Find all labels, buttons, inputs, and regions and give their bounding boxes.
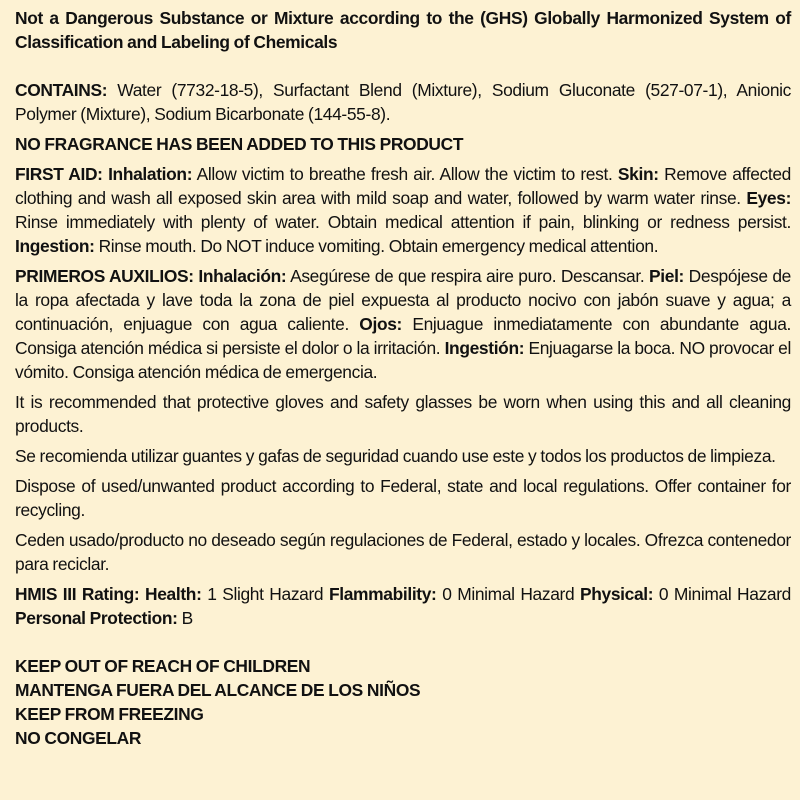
physical-label: Physical: <box>579 584 654 604</box>
warning-line: NO CONGELAR <box>15 728 142 748</box>
warning-line: MANTENGA FUERA DEL ALCANCE DE LOS NIÑOS <box>15 680 421 700</box>
ghs-notice: Not a Dangerous Substance or Mixture according to the (GHS) Globally Harmonized System of Classification and Labeling of Chemicals <box>15 8 791 52</box>
skin-label: Skin: <box>617 164 659 184</box>
disposal-english: Dispose of used/unwanted product according to Federal, state and local regulations. Offer container for recycling. <box>15 476 791 520</box>
health-value: 1 Slight Hazard <box>207 584 324 604</box>
warning-line: KEEP OUT OF REACH OF CHILDREN <box>15 656 311 676</box>
warning-line: KEEP FROM FREEZING <box>15 704 204 724</box>
piel-text: Despójese de la ropa afectada y lave toda la zona de piel expuesta al producto nocivo con jabón suave y agua; a continuación, enjuague con agua caliente. <box>15 266 791 334</box>
piel-label: Piel: <box>649 266 684 286</box>
first-aid-section <box>15 162 791 258</box>
ingestion-es-text: Enjuagarse la boca. NO provocar el vómito. Consiga atención médica de emergencia. <box>15 338 792 382</box>
protection-value: B <box>181 608 193 628</box>
inhalation-text: Allow victim to breathe fresh air. Allow the victim to rest. <box>196 164 613 184</box>
primeros-auxilios-section <box>15 264 791 384</box>
ppe-spanish: Se recomienda utilizar guantes y gafas de seguridad cuando use este y todos los productos de limpieza. <box>15 446 776 466</box>
contains-heading: CONTAINS: <box>15 80 108 100</box>
ingestion-text: Rinse mouth. Do NOT induce vomiting. Obtain emergency medical attention. <box>98 236 659 256</box>
ppe-english: It is recommended that protective gloves and safety glasses be worn when using this and all cleaning products. <box>15 392 791 436</box>
no-fragrance-notice: NO FRAGRANCE HAS BEEN ADDED TO THIS PRODUCT <box>15 134 464 154</box>
ojos-text: Enjuague inmediatamente con abundante agua. Consiga atención médica si persiste el dolor o la irritación. <box>15 314 792 358</box>
inhalacion-text: Asegúrese de que respira aire puro. Descansar. <box>290 266 645 286</box>
hmis-rating <box>15 582 791 630</box>
first-aid-heading: FIRST AID: <box>15 164 103 184</box>
ingestion-es-label: Ingestión: <box>444 338 525 358</box>
physical-value: 0 Minimal Hazard <box>658 584 791 604</box>
ingestion-label: Ingestion: <box>15 236 95 256</box>
inhalation-label: Inhalation: <box>108 164 193 184</box>
inhalacion-label: Inhalación: <box>198 266 287 286</box>
hmis-heading: HMIS III Rating: <box>15 584 140 604</box>
health-label: Health: <box>145 584 202 604</box>
contains-section <box>15 78 791 126</box>
flammability-value: 0 Minimal Hazard <box>442 584 575 604</box>
primeros-auxilios-heading: PRIMEROS AUXILIOS: <box>15 266 194 286</box>
eyes-text: Rinse immediately with plenty of water. Obtain medical attention if pain, blinking or redness persist. <box>15 212 791 232</box>
flammability-label: Flammability: <box>328 584 437 604</box>
protection-label: Personal Protection: <box>15 608 178 628</box>
contains-text: Water (7732-18-5), Surfactant Blend (Mixture), Sodium Gluconate (527-07-1), Anionic Polymer (Mixture), Sodium Bicarbonate (144-55-8). <box>15 80 791 124</box>
skin-text: Remove affected clothing and wash all exposed skin area with mild soap and water, followed by warm water rinse. <box>15 164 792 208</box>
eyes-label: Eyes: <box>746 188 792 208</box>
warnings-block <box>15 654 791 750</box>
ojos-label: Ojos: <box>359 314 402 334</box>
disposal-spanish: Ceden usado/producto no deseado según regulaciones de Federal, estado y locales. Ofrezca contenedor para reciclar. <box>15 530 791 574</box>
